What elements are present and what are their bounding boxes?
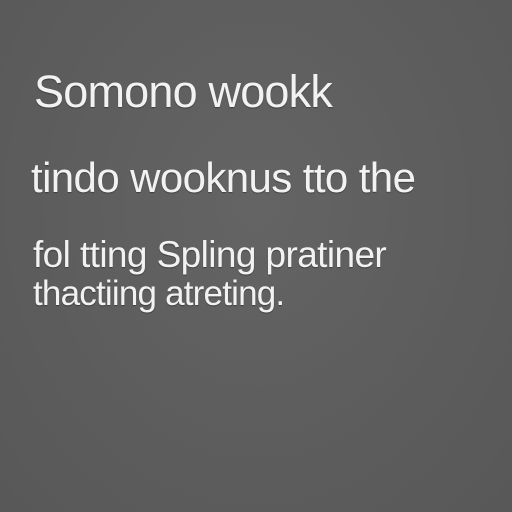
text-line-4: thactiing atreting. xyxy=(33,274,285,313)
text-line-2: tindo wooknus tto the xyxy=(31,154,416,201)
text-line-3: fol tting Spling pratiner xyxy=(33,234,387,275)
text-line-1: Somono wookk xyxy=(34,66,333,117)
